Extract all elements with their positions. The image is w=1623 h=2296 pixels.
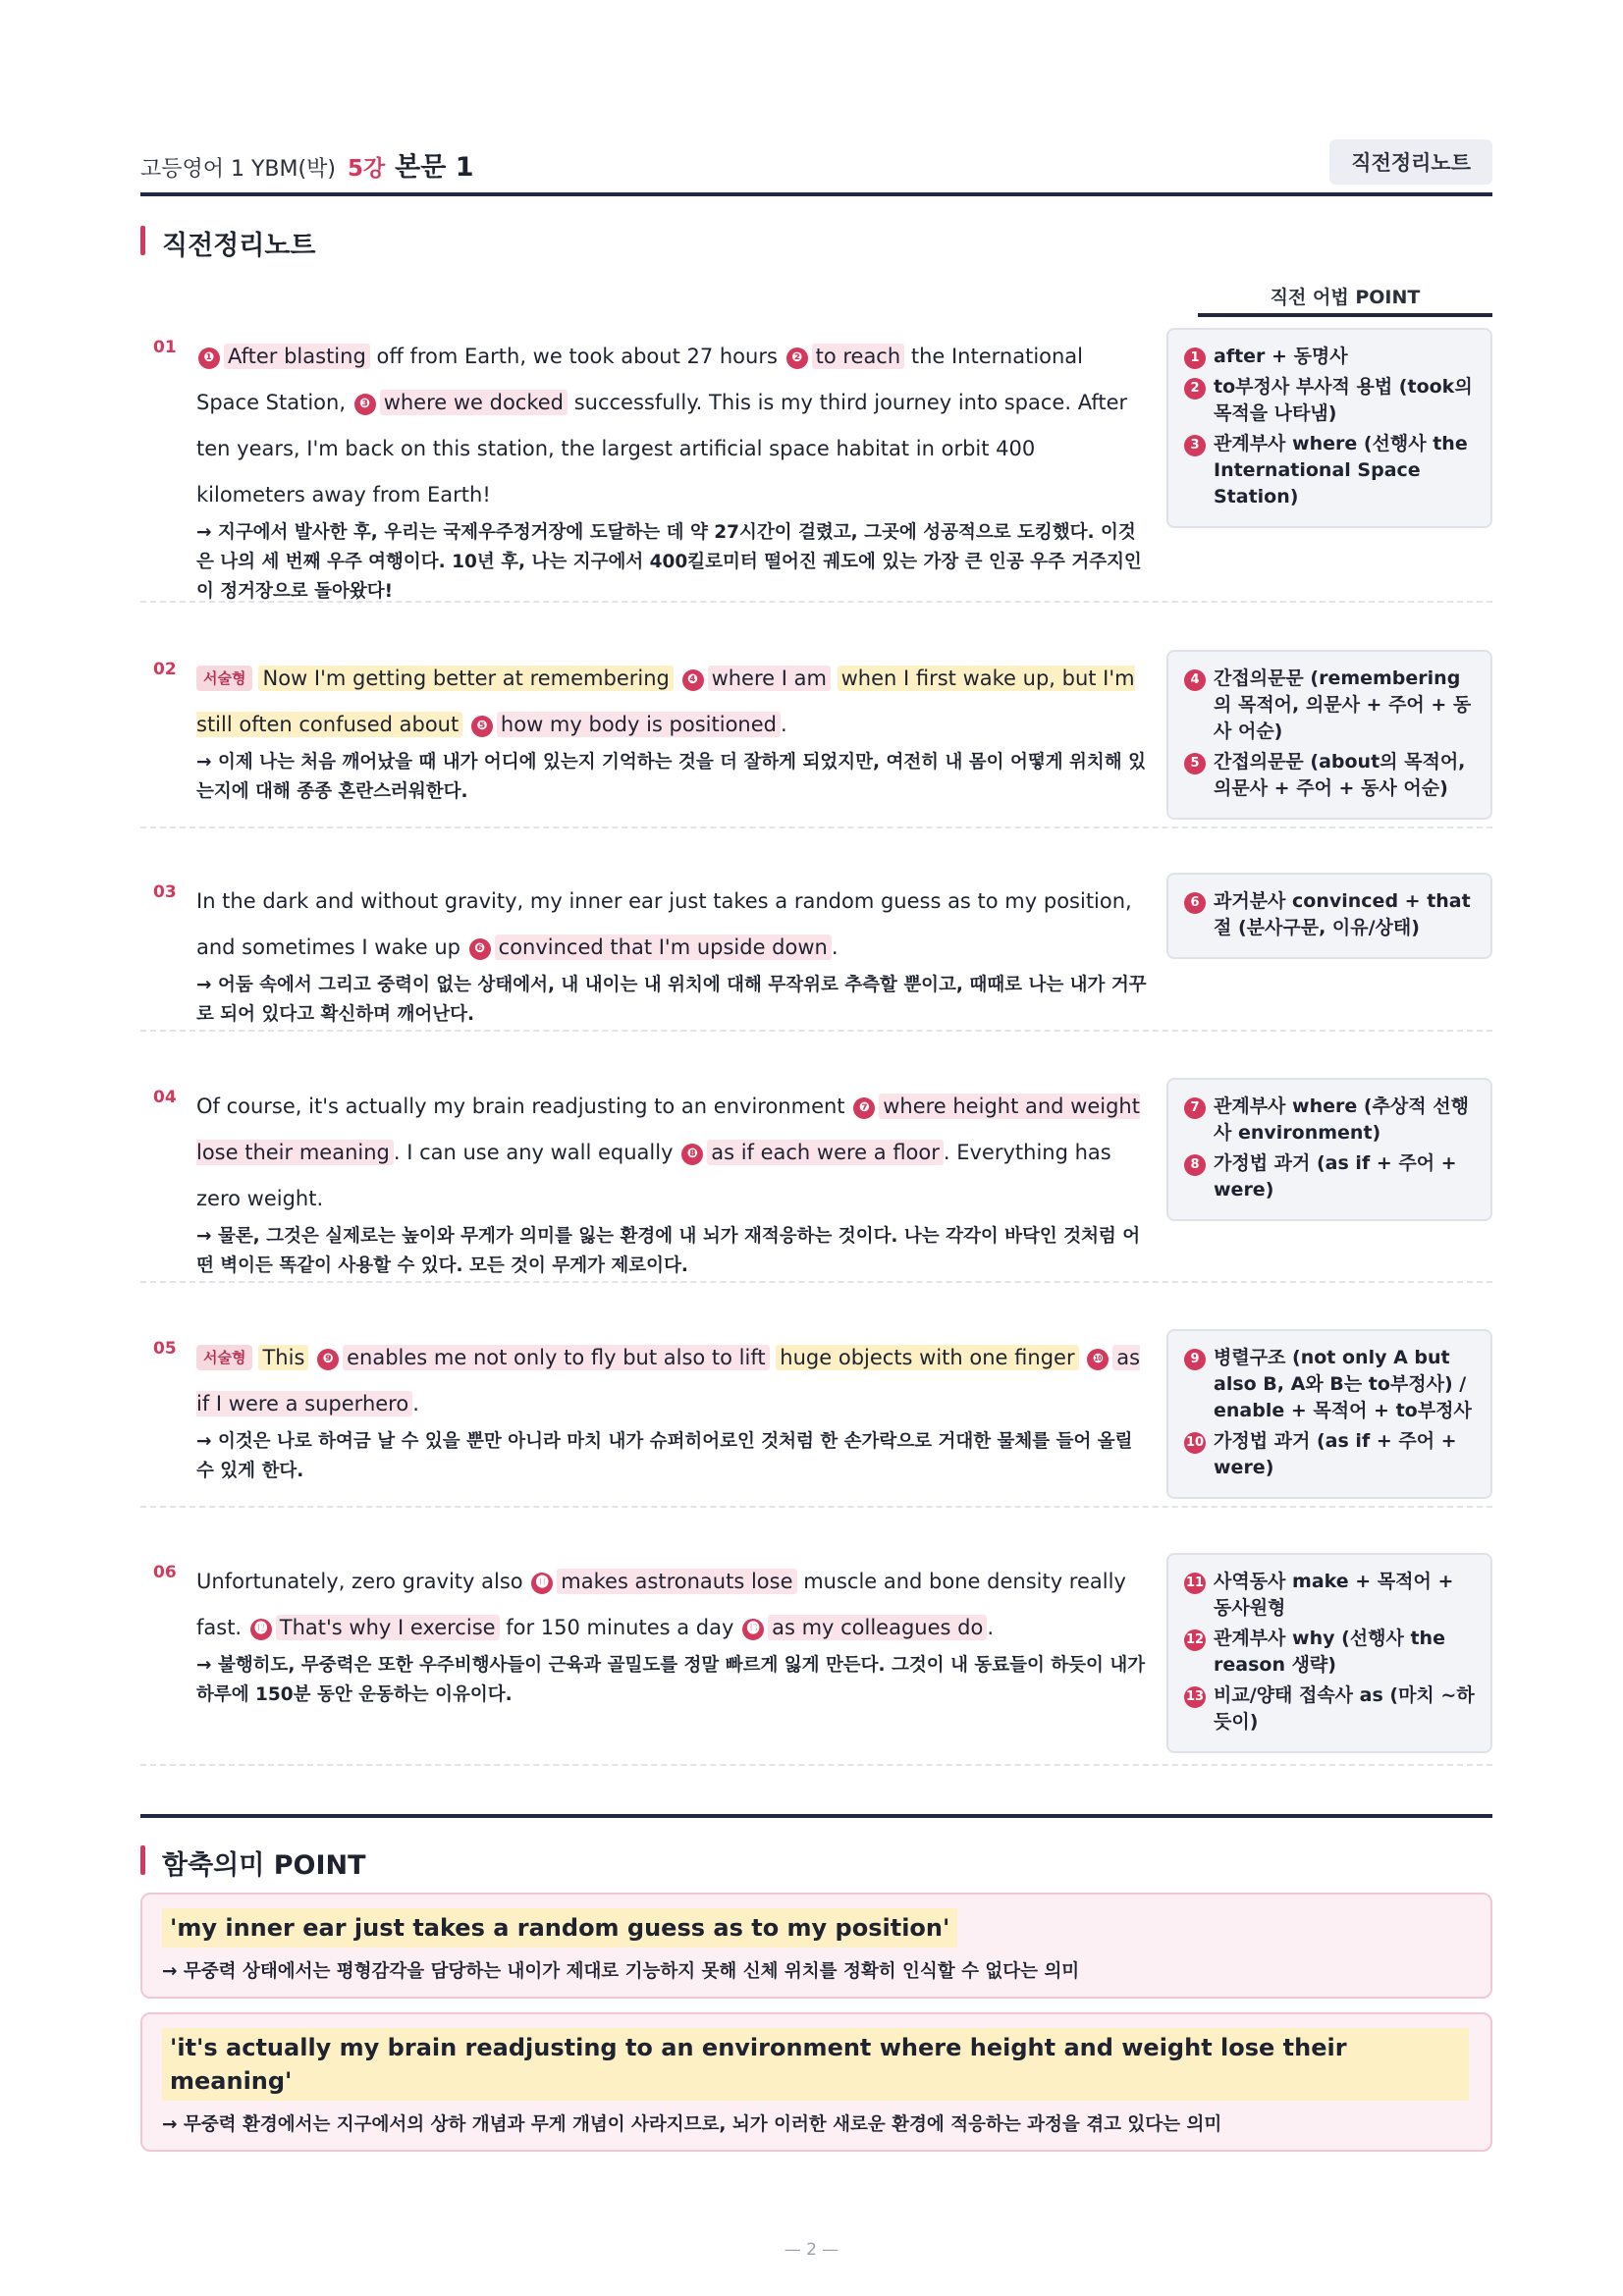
item-divider xyxy=(140,601,1492,603)
grammar-point-rule xyxy=(1198,313,1492,317)
sentence-text: . xyxy=(780,713,787,736)
header-rule xyxy=(140,192,1492,196)
item-divider xyxy=(140,1030,1492,1032)
item-body xyxy=(196,1335,1149,1486)
grammar-point-box xyxy=(1166,650,1492,820)
implication-quote: 'my inner ear just takes a random guess as to my position' xyxy=(162,1908,957,1948)
point-number-icon: 8 xyxy=(1184,1154,1206,1176)
breadcrumb xyxy=(140,145,474,184)
highlighted-phrase: as if each were a floor xyxy=(707,1140,944,1165)
grammar-point-text: 관계부사 where (선행사 the International Space Station) xyxy=(1214,433,1468,507)
grammar-point-text: 관계부사 where (추상적 선행사 environment) xyxy=(1214,1095,1469,1144)
korean-translation: → 이제 나는 처음 깨어났을 때 내가 어디에 있는지 기억하는 것을 더 잘하게 되었지만, 여전히 내 몸이 어떻게 위치해 있는지에 대해 종종 혼란스러워한다. xyxy=(196,752,1146,802)
highlighted-phrase: where height and weight lose their meaning xyxy=(196,1095,1140,1164)
grammar-point-text: 관계부사 why (선행사 the reason 생략) xyxy=(1214,1628,1445,1676)
korean-translation: → 물론, 그것은 실제로는 높이와 무게가 의미를 잃는 환경에 내 뇌가 재적응하는 것이다. 나는 각각이 바닥인 것처럼 어떤 벽이든 똑같이 사용할 수 있다. 모든 것이 무게가 제로이다. xyxy=(196,1226,1141,1276)
highlighted-phrase: where we docked xyxy=(380,390,568,415)
sentence-text: . Everything has zero weight. xyxy=(196,1141,1111,1210)
section-rule xyxy=(140,1814,1492,1818)
item-body xyxy=(196,879,1149,1030)
highlighted-phrase: enables me not only to fly but also to lift xyxy=(343,1345,770,1370)
item-divider xyxy=(140,1764,1492,1766)
point-number-icon: 2 xyxy=(1184,378,1206,400)
sentence-text: muscle and bone density really fast. xyxy=(196,1570,1126,1639)
point-marker-icon: ⓬ xyxy=(250,1619,272,1640)
point-marker-icon: ❾ xyxy=(317,1349,339,1370)
item-body xyxy=(196,334,1149,607)
grammar-point-box xyxy=(1166,1078,1492,1221)
grammar-point-text: 사역동사 make + 목적어 + 동사원형 xyxy=(1214,1571,1454,1619)
point-marker-icon: ❹ xyxy=(682,669,704,691)
sentence-text: Unfortunately, zero gravity also xyxy=(196,1570,530,1593)
point-number-icon: 12 xyxy=(1184,1629,1206,1651)
grammar-point-item xyxy=(1184,374,1477,427)
implication-quote: 'it's actually my brain readjusting to an environment where height and weight lose their meaning' xyxy=(162,2028,1469,2101)
item-divider xyxy=(140,1506,1492,1508)
grammar-point-item xyxy=(1184,1428,1477,1481)
sentence-text: off from Earth, we took about 27 hours xyxy=(369,345,784,368)
point-number-icon: 13 xyxy=(1184,1686,1206,1708)
korean-translation: → 이것은 나로 하여금 날 수 있을 뿐만 아니라 마치 내가 슈퍼히어로인 것처럼 한 손가락으로 거대한 물체를 들어 올릴 수 있게 한다. xyxy=(196,1431,1133,1481)
essay-type-badge: 서술형 xyxy=(196,1345,252,1370)
sentence-text xyxy=(308,1346,315,1369)
item-number: 03 xyxy=(153,882,177,902)
item-number: 06 xyxy=(153,1563,177,1582)
grammar-point-item xyxy=(1184,888,1477,941)
grammar-point-text: 병렬구조 (not only A but also B, A와 B는 to부정사) / enable + 목적어 + to부정사 xyxy=(1214,1347,1472,1421)
point-number-icon: 5 xyxy=(1184,753,1206,774)
sentence-text: the International Space Station, xyxy=(196,345,1084,414)
sentence-text: Of course, it's actually my brain readjusting to an environment xyxy=(196,1095,852,1118)
grammar-point-box xyxy=(1166,1553,1492,1753)
english-sentence xyxy=(196,1559,1149,1651)
implication-meaning: → 무중력 환경에서는 지구에서의 상하 개념과 무게 개념이 사라지므로, 뇌가 이러한 새로운 환경에 적응하는 과정을 겪고 있다는 의미 xyxy=(162,2114,1222,2135)
english-sentence xyxy=(196,1335,1149,1427)
highlighted-phrase: to reach xyxy=(812,344,905,369)
point-marker-icon: ❼ xyxy=(853,1097,875,1119)
sentence-text xyxy=(462,713,469,736)
sentence-text: for 150 minutes a day xyxy=(499,1616,741,1639)
point-marker-icon: ⓫ xyxy=(531,1573,553,1594)
point-marker-icon: ❿ xyxy=(1087,1349,1109,1370)
point-number-icon: 10 xyxy=(1184,1432,1206,1454)
highlighted-phrase: when I first wake up, but I'm still often confused about xyxy=(196,667,1135,736)
lesson-label: 5강 xyxy=(347,156,386,182)
point-number-icon: 3 xyxy=(1184,435,1206,456)
point-number-icon: 1 xyxy=(1184,347,1206,369)
sentence-text xyxy=(674,667,680,690)
grammar-point-text: 가정법 과거 (as if + 주어 + were) xyxy=(1214,1430,1457,1478)
highlighted-phrase: makes astronauts lose xyxy=(557,1569,796,1594)
grammar-point-text: to부정사 부사적 용법 (took의 목적을 나타냄) xyxy=(1214,376,1473,424)
grammar-point-header: 직전 어법 POINT xyxy=(1270,287,1421,308)
course-label: 고등영어 1 YBM(박) xyxy=(140,157,336,182)
point-marker-icon: ❸ xyxy=(354,394,376,415)
page-header xyxy=(140,135,1492,194)
highlighted-phrase: as if I were a superhero xyxy=(196,1346,1141,1415)
item-body xyxy=(196,656,1149,807)
grammar-point-item xyxy=(1184,666,1477,745)
highlighted-phrase: as my colleagues do xyxy=(768,1615,987,1640)
essay-type-badge: 서술형 xyxy=(196,666,252,691)
item-body xyxy=(196,1084,1149,1281)
korean-translation: → 어둠 속에서 그리고 중력이 없는 상태에서, 내 내이는 내 위치에 대해 무작위로 추측할 뿐이고, 때때로 나는 내가 거꾸로 되어 있다고 확신하며 깨어난다. xyxy=(196,975,1147,1025)
page-number: — 2 — xyxy=(784,2240,839,2260)
grammar-point-text: 비교/양태 접속사 as (마치 ~하듯이) xyxy=(1214,1684,1475,1733)
item-divider xyxy=(140,827,1492,828)
highlighted-phrase: convinced that I'm upside down xyxy=(495,934,832,960)
english-sentence xyxy=(196,879,1149,971)
point-marker-icon: ⓭ xyxy=(742,1619,764,1640)
point-marker-icon: ❷ xyxy=(786,347,808,369)
highlighted-phrase: where I am xyxy=(708,666,831,691)
point-number-icon: 4 xyxy=(1184,669,1206,691)
implication-meaning: → 무중력 상태에서는 평형감각을 담당하는 내이가 제대로 기능하지 못해 신체 위치를 정확히 인식할 수 없다는 의미 xyxy=(162,1961,1080,1982)
item-body xyxy=(196,1559,1149,1710)
grammar-point-text: 간접의문문 (remembering의 목적어, 의문사 + 주어 + 동사 어순) xyxy=(1214,667,1472,742)
grammar-point-text: after + 동명사 xyxy=(1214,346,1348,367)
highlighted-phrase: how my body is positioned xyxy=(497,712,781,737)
sentence-text: In the dark and without gravity, my inner ear just takes a random guess as to my position, and sometimes I wake up xyxy=(196,889,1132,959)
implication-title: 함축의미 POINT xyxy=(140,1843,366,1882)
grammar-point-item xyxy=(1184,1682,1477,1735)
english-sentence xyxy=(196,656,1149,748)
item-number: 05 xyxy=(153,1339,177,1359)
implication-box xyxy=(140,1893,1492,1999)
sentence-text: . I can use any wall equally xyxy=(393,1141,680,1164)
point-number-icon: 6 xyxy=(1184,892,1206,914)
point-marker-icon: ❻ xyxy=(469,938,491,960)
grammar-point-text: 가정법 과거 (as if + 주어 + were) xyxy=(1214,1152,1457,1201)
korean-translation: → 불행히도, 무중력은 또한 우주비행사들이 근육과 골밀도를 정말 빠르게 잃게 만든다. 그것이 내 동료들이 하듯이 내가 하루에 150분 동안 운동하는 이유이다. xyxy=(196,1655,1146,1705)
sentence-text: successfully. This is my third journey into space. After ten years, I'm back on this station, the largest artificial space habitat in orbit 400 kilometers away from Earth! xyxy=(196,391,1128,507)
point-marker-icon: ❶ xyxy=(198,347,220,369)
grammar-point-item xyxy=(1184,1150,1477,1203)
section-title: 직전정리노트 xyxy=(140,224,316,262)
grammar-point-item xyxy=(1184,344,1477,370)
point-marker-icon: ❽ xyxy=(681,1144,703,1165)
grammar-point-box xyxy=(1166,328,1492,528)
grammar-point-item xyxy=(1184,1094,1477,1147)
item-number: 01 xyxy=(153,338,177,357)
grammar-point-box xyxy=(1166,873,1492,959)
note-tag: 직전정리노트 xyxy=(1329,139,1492,185)
grammar-point-item xyxy=(1184,1569,1477,1622)
grammar-point-box xyxy=(1166,1329,1492,1499)
highlighted-phrase: Now I'm getting better at remembering xyxy=(258,666,673,691)
highlighted-phrase: This xyxy=(258,1345,308,1370)
grammar-point-text: 간접의문문 (about의 목적어, 의문사 + 주어 + 동사 어순) xyxy=(1214,751,1466,799)
sentence-text xyxy=(1079,1346,1086,1369)
korean-translation: → 지구에서 발사한 후, 우리는 국제우주정거장에 도달하는 데 약 27시간이 걸렸고, 그곳에 성공적으로 도킹했다. 이것은 나의 세 번째 우주 여행이다. 10년 후, 나는 지구에서 400킬로미터 떨어진 궤도에 있는 가장 큰 인공 우주 거주지인 이 정거장으로 돌아왔다! xyxy=(196,522,1142,602)
point-number-icon: 9 xyxy=(1184,1349,1206,1370)
sentence-text: . xyxy=(412,1392,419,1415)
highlighted-phrase: After blasting xyxy=(224,344,370,369)
sentence-text: . xyxy=(987,1616,995,1639)
implication-box xyxy=(140,2012,1492,2152)
item-divider xyxy=(140,1281,1492,1283)
item-number: 02 xyxy=(153,660,177,679)
grammar-point-item xyxy=(1184,431,1477,510)
section-label: 본문 1 xyxy=(395,152,474,183)
highlighted-phrase: That's why I exercise xyxy=(276,1615,500,1640)
grammar-point-text: 과거분사 convinced + that절 (분사구문, 이유/상태) xyxy=(1214,890,1471,938)
item-number: 04 xyxy=(153,1088,177,1107)
sentence-text: . xyxy=(831,935,839,959)
point-number-icon: 11 xyxy=(1184,1573,1206,1594)
english-sentence xyxy=(196,1084,1149,1222)
english-sentence xyxy=(196,334,1149,518)
highlighted-phrase: huge objects with one finger xyxy=(776,1345,1078,1370)
point-marker-icon: ❺ xyxy=(471,716,493,737)
grammar-point-item xyxy=(1184,1626,1477,1679)
sentence-text xyxy=(831,667,838,690)
point-number-icon: 7 xyxy=(1184,1097,1206,1119)
grammar-point-item xyxy=(1184,749,1477,802)
grammar-point-item xyxy=(1184,1345,1477,1424)
